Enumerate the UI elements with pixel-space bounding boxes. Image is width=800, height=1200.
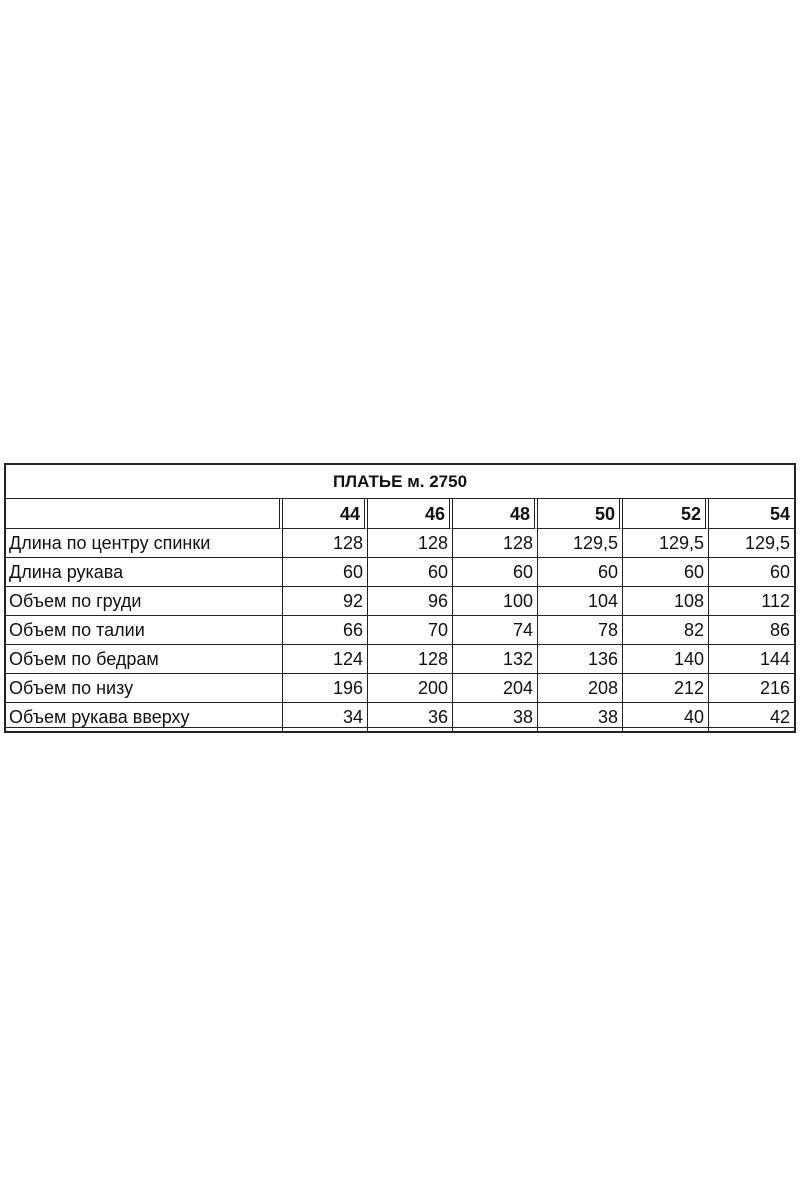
value-cell: 196	[283, 674, 368, 703]
value-cell: 60	[709, 558, 794, 587]
value-cell: 38	[453, 703, 538, 732]
value-cell: 108	[623, 587, 709, 616]
size-table	[6, 499, 794, 732]
value-cell: 140	[623, 645, 709, 674]
value-cell: 128	[453, 529, 538, 558]
size-header-cell: 44	[283, 499, 368, 529]
value-cell: 60	[538, 558, 623, 587]
size-header-cell: 46	[368, 499, 453, 529]
value-cell: 132	[453, 645, 538, 674]
value-cell: 38	[538, 703, 623, 732]
size-header-cell: 50	[538, 499, 623, 529]
value-cell: 112	[709, 587, 794, 616]
value-cell: 216	[709, 674, 794, 703]
row-label: Объем по талии	[6, 616, 283, 645]
value-cell: 104	[538, 587, 623, 616]
table-row	[6, 616, 794, 645]
size-header-cell: 52	[623, 499, 709, 529]
value-cell: 208	[538, 674, 623, 703]
header-empty-cell	[6, 499, 283, 529]
value-cell: 70	[368, 616, 453, 645]
value-cell: 96	[368, 587, 453, 616]
value-cell: 60	[283, 558, 368, 587]
row-label: Длина по центру спинки	[6, 529, 283, 558]
table-row	[6, 645, 794, 674]
size-chart	[4, 463, 796, 733]
value-cell: 129,5	[623, 529, 709, 558]
value-cell: 144	[709, 645, 794, 674]
row-label: Объем рукава вверху	[6, 703, 283, 732]
value-cell: 128	[368, 645, 453, 674]
size-header-cell: 54	[709, 499, 794, 529]
value-cell: 82	[623, 616, 709, 645]
table-row	[6, 558, 794, 587]
value-cell: 128	[368, 529, 453, 558]
size-header-cell: 48	[453, 499, 538, 529]
table-row	[6, 529, 794, 558]
value-cell: 86	[709, 616, 794, 645]
table-row	[6, 674, 794, 703]
value-cell: 212	[623, 674, 709, 703]
value-cell: 78	[538, 616, 623, 645]
value-cell: 60	[368, 558, 453, 587]
value-cell: 124	[283, 645, 368, 674]
value-cell: 42	[709, 703, 794, 732]
value-cell: 36	[368, 703, 453, 732]
table-bottom-border	[6, 727, 794, 731]
value-cell: 60	[623, 558, 709, 587]
value-cell: 40	[623, 703, 709, 732]
value-cell: 129,5	[538, 529, 623, 558]
value-cell: 100	[453, 587, 538, 616]
row-label: Объем по груди	[6, 587, 283, 616]
value-cell: 74	[453, 616, 538, 645]
table-title: ПЛАТЬЕ м. 2750	[6, 465, 794, 499]
value-cell: 128	[283, 529, 368, 558]
row-label: Объем по бедрам	[6, 645, 283, 674]
value-cell: 66	[283, 616, 368, 645]
value-cell: 60	[453, 558, 538, 587]
value-cell: 136	[538, 645, 623, 674]
row-label: Длина рукава	[6, 558, 283, 587]
value-cell: 204	[453, 674, 538, 703]
table-row	[6, 587, 794, 616]
value-cell: 92	[283, 587, 368, 616]
row-label: Объем по низу	[6, 674, 283, 703]
value-cell: 129,5	[709, 529, 794, 558]
value-cell: 34	[283, 703, 368, 732]
value-cell: 200	[368, 674, 453, 703]
size-header-row	[6, 499, 794, 529]
